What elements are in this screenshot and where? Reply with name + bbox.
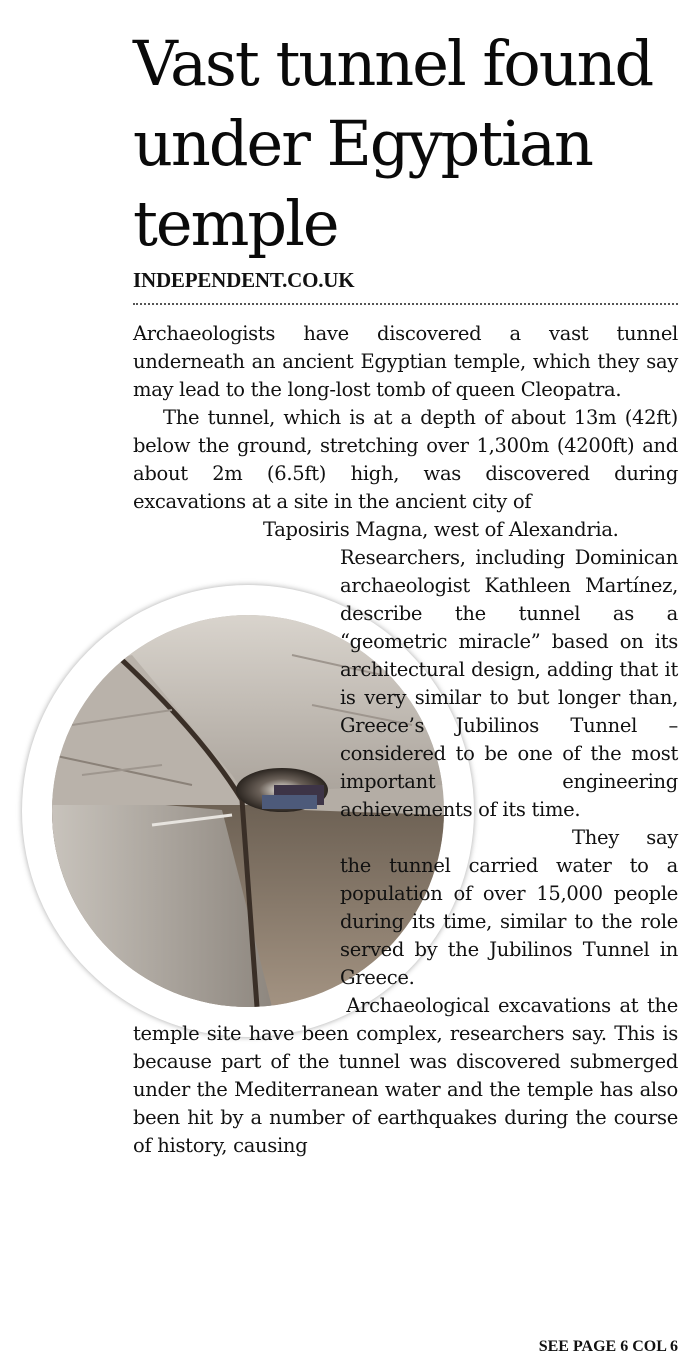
source-label: INDEPENDENT.CO.UK xyxy=(133,268,355,292)
dotted-divider xyxy=(133,303,678,305)
photo-wrap-space xyxy=(0,544,340,1006)
paragraph-4: They say the tunnel carried water to a population of over 15,000 people during its time, similar to the role served by the Jubilinos Tunnel in Greece. xyxy=(340,826,678,989)
headline: Vast tunnel found under Egyptian temple xyxy=(133,27,653,260)
paragraph-3: Researchers, including Dominican archaeologist Kathleen Martínez, describe the tunnel as a “geometric miracle” based on its architectural design, adding that it is very similar to but longer than, Greece’s Jubilinos Tunnel – considered to be one of the most important engineering achievements of its time. xyxy=(340,546,678,821)
paragraph-2-end: Taposiris Magna, west of Alexandria. xyxy=(263,518,619,541)
continuation-note: SEE PAGE 6 COL 6 xyxy=(538,1338,678,1355)
paragraph-5: Archaeological excavations at the temple site have been complex, researchers say. This is because part of the tunnel was discovered submerged under the Mediterranean water and the temple has also been hit by a number of earthquakes during the course of history, causing xyxy=(133,994,678,1157)
paragraph-1: Archaeologists have discovered a vast tunnel underneath an ancient Egyptian temple, which they say may lead to the long-lost tomb of queen Cleopatra. xyxy=(133,322,678,401)
paragraph-2: The tunnel, which is at a depth of about 13m (42ft) below the ground, stretching over 1,300m (4200ft) and about 2m (6.5ft) high, was discovered during excavations at a site in the ancient city of xyxy=(133,406,678,513)
article-body xyxy=(133,320,678,1160)
